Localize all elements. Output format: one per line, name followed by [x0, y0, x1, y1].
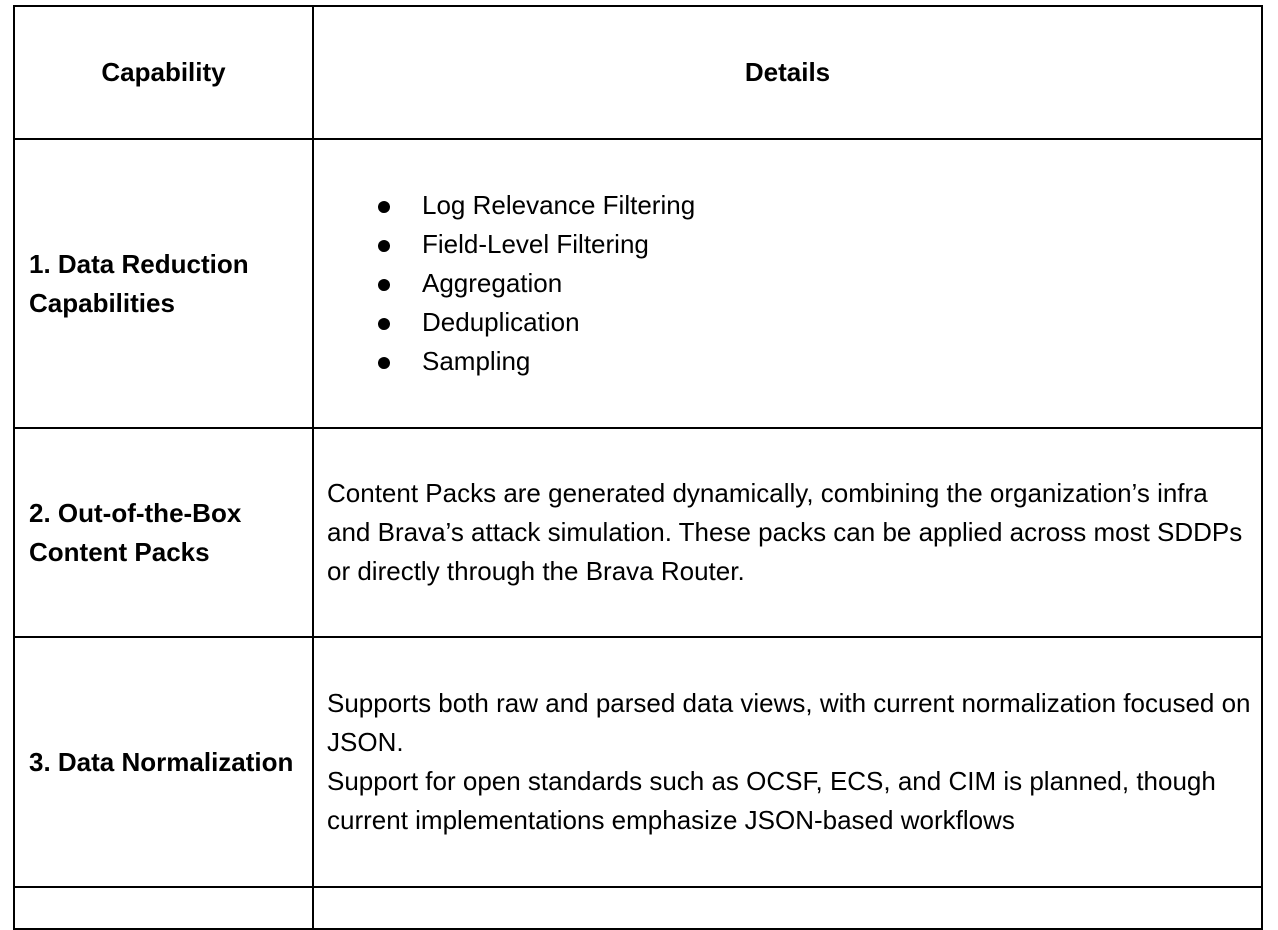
details-cell [313, 887, 1262, 929]
table-row-partial [14, 887, 1262, 929]
list-item: Field-Level Filtering [422, 225, 1253, 264]
header-capability: Capability [14, 6, 313, 139]
details-cell [313, 139, 1262, 428]
capability-cell [14, 887, 313, 929]
details-cell: Content Packs are generated dynamically, combining the organization’s infra and Brava’s attack simulation. These packs can be applied across most SDDPs or directly through the Brava Router. [313, 428, 1262, 637]
table-row [14, 139, 1262, 428]
capability-cell: 3. Data Normalization [14, 637, 313, 887]
table-row [14, 428, 1262, 637]
details-paragraph: Support for open standards such as OCSF, ECS, and CIM is planned, though current implementations emphasize JSON-based workflows [327, 766, 1216, 835]
capability-cell: 1. Data Reduction Capabilities [14, 139, 313, 428]
bullet-list [327, 186, 1253, 381]
list-item: Deduplication [422, 303, 1253, 342]
table-header-row [14, 6, 1262, 139]
list-item: Aggregation [422, 264, 1253, 303]
capability-cell: 2. Out-of-the-Box Content Packs [14, 428, 313, 637]
header-details: Details [313, 6, 1262, 139]
list-item: Sampling [422, 342, 1253, 381]
capabilities-table [13, 5, 1263, 930]
table-row [14, 637, 1262, 887]
details-paragraph: Supports both raw and parsed data views, with current normalization focused on JSON. [327, 688, 1251, 757]
list-item: Log Relevance Filtering [422, 186, 1253, 225]
details-cell [313, 637, 1262, 887]
